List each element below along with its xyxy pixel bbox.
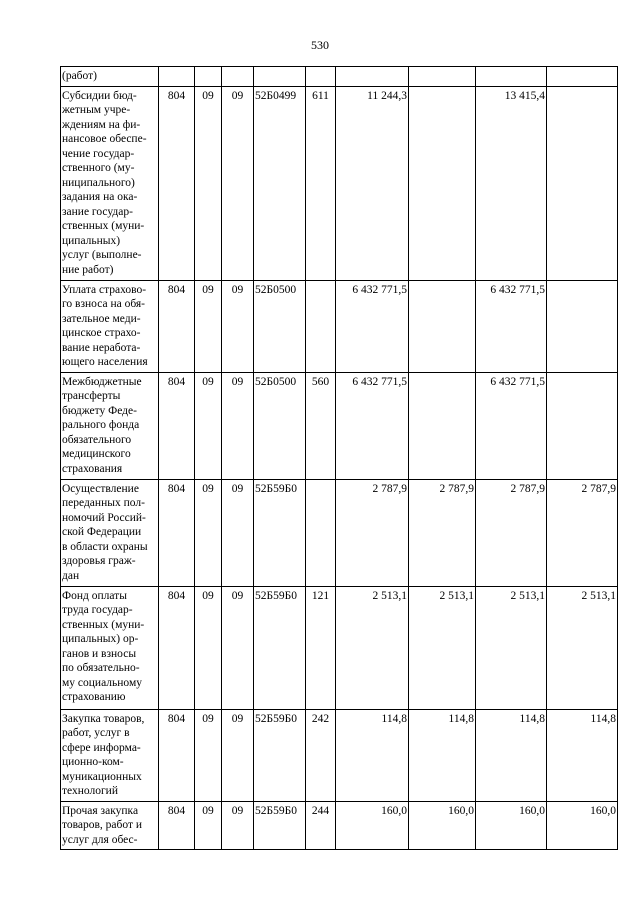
amount-3: 6 432 771,5 bbox=[476, 372, 547, 479]
budget-table bbox=[60, 66, 618, 850]
row-name: (работ) bbox=[61, 67, 159, 87]
amount-3: 13 415,4 bbox=[476, 86, 547, 280]
amount-4 bbox=[547, 280, 618, 372]
amount-4: 160,0 bbox=[547, 801, 618, 850]
target-article: 52Б0500 bbox=[254, 372, 306, 479]
row-name: Субсидии бюд- жетным учре- ждениям на фи- нансовое обеспе- чение государ- ственного (му- ниципального) задания на ока- зание государ- ственных (муни- ципальных) услуг (выполне- ние работ) bbox=[61, 86, 159, 280]
section-code: 09 bbox=[195, 586, 222, 709]
amount-4 bbox=[547, 67, 618, 87]
amount-4 bbox=[547, 372, 618, 479]
amount-3: 2 513,1 bbox=[476, 586, 547, 709]
row-name: Прочая закупка товаров, работ и услуг для обес- bbox=[61, 801, 159, 850]
expense-type: 244 bbox=[306, 801, 336, 850]
table-row bbox=[61, 479, 618, 586]
subsection-code: 09 bbox=[222, 709, 254, 801]
expense-type: 121 bbox=[306, 586, 336, 709]
amount-2 bbox=[409, 372, 476, 479]
target-article bbox=[254, 67, 306, 87]
amount-3: 160,0 bbox=[476, 801, 547, 850]
section-code: 09 bbox=[195, 280, 222, 372]
target-article: 52Б59Б0 bbox=[254, 709, 306, 801]
table-row bbox=[61, 86, 618, 280]
section-code: 09 bbox=[195, 372, 222, 479]
subsection-code: 09 bbox=[222, 801, 254, 850]
ministry-code: 804 bbox=[159, 280, 195, 372]
target-article: 52Б59Б0 bbox=[254, 479, 306, 586]
amount-1: 2 787,9 bbox=[336, 479, 409, 586]
table-row bbox=[61, 372, 618, 479]
amount-4: 114,8 bbox=[547, 709, 618, 801]
amount-2 bbox=[409, 280, 476, 372]
amount-3: 6 432 771,5 bbox=[476, 280, 547, 372]
subsection-code: 09 bbox=[222, 280, 254, 372]
target-article: 52Б0499 bbox=[254, 86, 306, 280]
amount-2: 160,0 bbox=[409, 801, 476, 850]
section-code: 09 bbox=[195, 709, 222, 801]
amount-2 bbox=[409, 67, 476, 87]
expense-type bbox=[306, 67, 336, 87]
amount-1: 160,0 bbox=[336, 801, 409, 850]
amount-1: 2 513,1 bbox=[336, 586, 409, 709]
table-row bbox=[61, 586, 618, 709]
amount-2: 114,8 bbox=[409, 709, 476, 801]
page-number: 530 bbox=[311, 38, 329, 52]
row-name: Осуществление переданных пол- номочий Россий- ской Федерации в области охраны здоровья граж- дан bbox=[61, 479, 159, 586]
table-row bbox=[61, 709, 618, 801]
section-code: 09 bbox=[195, 86, 222, 280]
expense-type: 611 bbox=[306, 86, 336, 280]
target-article: 52Б59Б0 bbox=[254, 586, 306, 709]
expense-type: 242 bbox=[306, 709, 336, 801]
subsection-code: 09 bbox=[222, 586, 254, 709]
section-code bbox=[195, 67, 222, 87]
ministry-code: 804 bbox=[159, 479, 195, 586]
ministry-code bbox=[159, 67, 195, 87]
ministry-code: 804 bbox=[159, 372, 195, 479]
subsection-code: 09 bbox=[222, 86, 254, 280]
ministry-code: 804 bbox=[159, 709, 195, 801]
expense-type bbox=[306, 280, 336, 372]
amount-4 bbox=[547, 86, 618, 280]
row-name: Закупка товаров, работ, услуг в сфере информа- ционно-ком- муникационных технологий bbox=[61, 709, 159, 801]
table-row bbox=[61, 801, 618, 850]
subsection-code: 09 bbox=[222, 479, 254, 586]
subsection-code bbox=[222, 67, 254, 87]
amount-3: 2 787,9 bbox=[476, 479, 547, 586]
table-row bbox=[61, 280, 618, 372]
amount-2: 2 513,1 bbox=[409, 586, 476, 709]
amount-1: 6 432 771,5 bbox=[336, 280, 409, 372]
amount-1 bbox=[336, 67, 409, 87]
target-article: 52Б0500 bbox=[254, 280, 306, 372]
amount-1: 11 244,3 bbox=[336, 86, 409, 280]
section-code: 09 bbox=[195, 801, 222, 850]
ministry-code: 804 bbox=[159, 586, 195, 709]
subsection-code: 09 bbox=[222, 372, 254, 479]
section-code: 09 bbox=[195, 479, 222, 586]
amount-1: 6 432 771,5 bbox=[336, 372, 409, 479]
ministry-code: 804 bbox=[159, 801, 195, 850]
amount-4: 2 787,9 bbox=[547, 479, 618, 586]
amount-1: 114,8 bbox=[336, 709, 409, 801]
row-name: Фонд оплаты труда государ- ственных (муни- ципальных) ор- ганов и взносы по обязательно- му социальному страхованию bbox=[61, 586, 159, 709]
ministry-code: 804 bbox=[159, 86, 195, 280]
amount-3 bbox=[476, 67, 547, 87]
row-name: Межбюджетные трансферты бюджету Феде- рального фонда обязательного медицинского страхования bbox=[61, 372, 159, 479]
target-article: 52Б59Б0 bbox=[254, 801, 306, 850]
amount-2 bbox=[409, 86, 476, 280]
amount-3: 114,8 bbox=[476, 709, 547, 801]
amount-4: 2 513,1 bbox=[547, 586, 618, 709]
row-name: Уплата страхово- го взноса на обя- зательное меди- цинское страхо- вание неработа- ющего населения bbox=[61, 280, 159, 372]
expense-type: 560 bbox=[306, 372, 336, 479]
amount-2: 2 787,9 bbox=[409, 479, 476, 586]
expense-type bbox=[306, 479, 336, 586]
table-row bbox=[61, 67, 618, 87]
